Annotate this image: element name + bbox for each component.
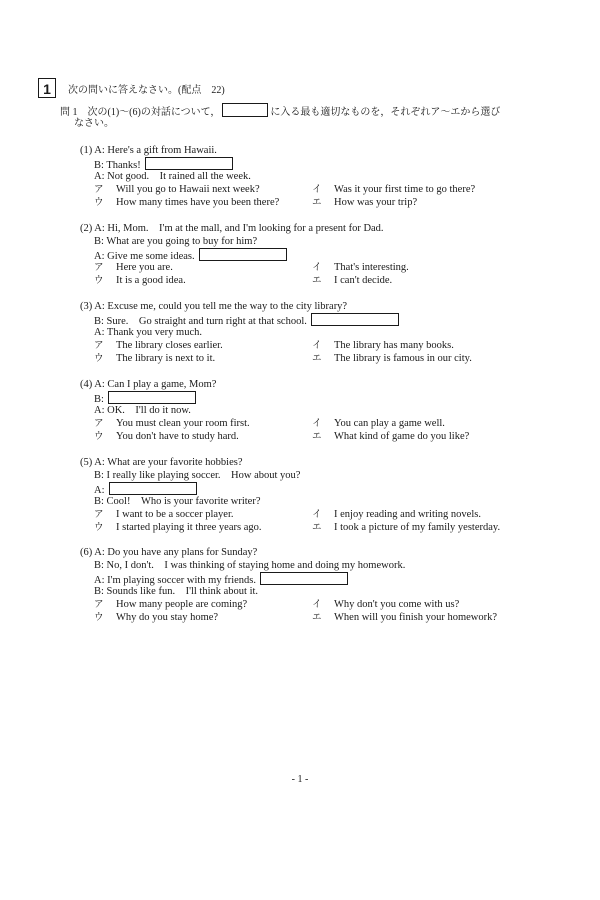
option-text: You must clean your room first. (116, 418, 250, 429)
dialog-text: A: OK. I'll do it now. (94, 405, 191, 416)
dialog-text: B: Sounds like fun. I'll think about it. (94, 586, 259, 597)
dialog-item (80, 144, 560, 209)
answer-blank (260, 572, 348, 585)
answer-option (312, 430, 469, 443)
dialog-item (80, 546, 560, 624)
dialog-line (80, 391, 560, 404)
option-text: Why don't you come with us? (334, 599, 460, 610)
answer-option (94, 339, 223, 352)
dialog-text: B: What are you going to buy for him? (94, 236, 258, 247)
option-text: Why do you stay home? (116, 612, 219, 623)
option-row (80, 183, 560, 196)
option-text: I started playing it three years ago. (116, 522, 262, 533)
mon-1-line-2: なさい。 (74, 118, 114, 129)
mon-1-prefix: 問 1 次の(1)～(6)の対話について， (60, 107, 221, 118)
option-key: イ (312, 340, 322, 351)
answer-blank (145, 157, 233, 170)
dialog-line (80, 378, 560, 391)
dialog-item (80, 456, 560, 534)
blank-box-sample (222, 103, 268, 117)
option-key: イ (312, 599, 322, 610)
answer-option (94, 261, 173, 274)
answer-option (312, 339, 454, 352)
option-row (80, 508, 560, 521)
item-label: (5) (80, 457, 93, 468)
dialog-line (80, 248, 560, 261)
option-key: ウ (94, 353, 104, 364)
option-key: エ (312, 522, 322, 533)
dialog-text: A: I'm playing soccer with my friends. (94, 575, 256, 586)
dialog-text: A: (94, 485, 105, 496)
answer-option (94, 598, 247, 611)
answer-option (94, 508, 234, 521)
dialog-text: B: Thanks! (94, 160, 141, 171)
mon-1-line (60, 103, 580, 119)
option-text: That's interesting. (334, 262, 409, 273)
answer-option (312, 183, 475, 196)
item-label: (4) (80, 379, 93, 390)
dialog-line (80, 157, 560, 170)
dialog-line (80, 585, 560, 598)
option-key: ア (94, 262, 104, 273)
answer-blank (311, 313, 399, 326)
dialog-text: A: Do you have any plans for Sunday? (94, 547, 258, 558)
option-text: Here you are. (116, 262, 173, 273)
option-key: ウ (94, 197, 104, 208)
dialog-text: A: Hi, Mom. I'm at the mall, and I'm looking for a present for Dad. (94, 223, 384, 234)
dialog-item (80, 378, 560, 443)
option-text: The library has many books. (334, 340, 454, 351)
answer-option (312, 611, 497, 624)
option-text: I took a picture of my family yesterday. (334, 522, 501, 533)
option-key: ウ (94, 612, 104, 623)
option-key: エ (312, 612, 322, 623)
dialog-text: A: Give me some ideas. (94, 251, 195, 262)
option-text: Was it your first time to go there? (334, 184, 476, 195)
answer-option (312, 261, 409, 274)
option-row (80, 521, 560, 534)
dialog-text: A: Here's a gift from Hawaii. (94, 145, 217, 156)
option-key: イ (312, 184, 322, 195)
dialog-item (80, 222, 560, 287)
option-key: ウ (94, 275, 104, 286)
option-text: You can play a game well. (334, 418, 445, 429)
option-key: ウ (94, 431, 104, 442)
option-key: ア (94, 509, 104, 520)
option-text: How many people are coming? (116, 599, 248, 610)
option-key: エ (312, 197, 322, 208)
option-key: ア (94, 418, 104, 429)
dialog-line (80, 144, 560, 157)
option-row (80, 430, 560, 443)
option-key: イ (312, 418, 322, 429)
mon-1-suffix: に入る最も適切なものを，それぞれア～エから選び (270, 107, 501, 118)
option-row (80, 352, 560, 365)
dialog-text: B: I really like playing soccer. How about you? (94, 470, 301, 481)
dialog-line (80, 300, 560, 313)
option-text: The library is next to it. (116, 353, 216, 364)
option-key: イ (312, 262, 322, 273)
answer-option (94, 352, 215, 365)
answer-option (312, 508, 481, 521)
answer-option (312, 598, 459, 611)
dialog-text: A: Can I play a game, Mom? (94, 379, 217, 390)
option-key: エ (312, 275, 322, 286)
answer-option (312, 352, 472, 365)
option-text: I enjoy reading and writing novels. (334, 509, 481, 520)
question-number-box: 1 (38, 78, 56, 98)
option-key: エ (312, 353, 322, 364)
option-text: The library is famous in our city. (334, 353, 472, 364)
dialog-line (80, 235, 560, 248)
option-text: Will you go to Hawaii next week? (116, 184, 260, 195)
dialog-line (80, 495, 560, 508)
item-label: (2) (80, 223, 93, 234)
answer-option (312, 274, 392, 287)
dialog-line (80, 404, 560, 417)
page-number: - 1 - (291, 774, 309, 785)
option-row (80, 339, 560, 352)
dialog-line (80, 546, 560, 559)
instruction-text: 次の問いに答えなさい。(配点 22) (68, 85, 225, 96)
dialog-text: A: Excuse me, could you tell me the way to the city library? (94, 301, 348, 312)
dialog-text: A: Thank you very much. (94, 327, 202, 338)
dialog-line (80, 482, 560, 495)
dialog-line (80, 313, 560, 326)
answer-option (94, 417, 250, 430)
option-row (80, 598, 560, 611)
option-text: How was your trip? (334, 197, 418, 208)
option-row (80, 417, 560, 430)
option-text: What kind of game do you like? (334, 431, 470, 442)
answer-blank (109, 482, 197, 495)
dialog-text: A: Not good. It rained all the week. (94, 171, 251, 182)
dialog-text: B: (94, 394, 104, 405)
answer-option (94, 274, 186, 287)
answer-blank (199, 248, 287, 261)
option-text: I can't decide. (334, 275, 393, 286)
answer-option (94, 196, 279, 209)
option-row (80, 274, 560, 287)
dialog-line (80, 469, 560, 482)
dialog-line (80, 456, 560, 469)
dialog-line (80, 170, 560, 183)
answer-option (312, 417, 445, 430)
option-text: I want to be a soccer player. (116, 509, 234, 520)
option-row (80, 261, 560, 274)
dialog-text: A: What are your favorite hobbies? (94, 457, 243, 468)
option-key: ア (94, 184, 104, 195)
option-text: When will you finish your homework? (334, 612, 498, 623)
option-key: イ (312, 509, 322, 520)
dialog-line (80, 572, 560, 585)
option-row (80, 196, 560, 209)
item-label: (3) (80, 301, 93, 312)
option-text: You don't have to study hard. (116, 431, 239, 442)
dialog-text: B: Cool! Who is your favorite writer? (94, 496, 261, 507)
dialog-item (80, 300, 560, 365)
answer-blank (108, 391, 196, 404)
answer-option (94, 611, 218, 624)
option-key: ア (94, 599, 104, 610)
item-label: (1) (80, 145, 93, 156)
option-text: It is a good idea. (116, 275, 186, 286)
option-text: The library closes earlier. (116, 340, 223, 351)
option-key: ア (94, 340, 104, 351)
option-key: ウ (94, 522, 104, 533)
option-row (80, 611, 560, 624)
answer-option (94, 183, 260, 196)
dialog-line (80, 559, 560, 572)
item-label: (6) (80, 547, 93, 558)
dialog-text: B: Sure. Go straight and turn right at that school. (94, 316, 307, 327)
option-text: How many times have you been there? (116, 197, 280, 208)
answer-option (312, 521, 500, 534)
answer-option (312, 196, 417, 209)
dialog-line (80, 326, 560, 339)
answer-option (94, 430, 239, 443)
answer-option (94, 521, 262, 534)
dialog-text: B: No, I don't. I was thinking of staying home and doing my homework. (94, 560, 406, 571)
option-key: エ (312, 431, 322, 442)
dialog-line (80, 222, 560, 235)
